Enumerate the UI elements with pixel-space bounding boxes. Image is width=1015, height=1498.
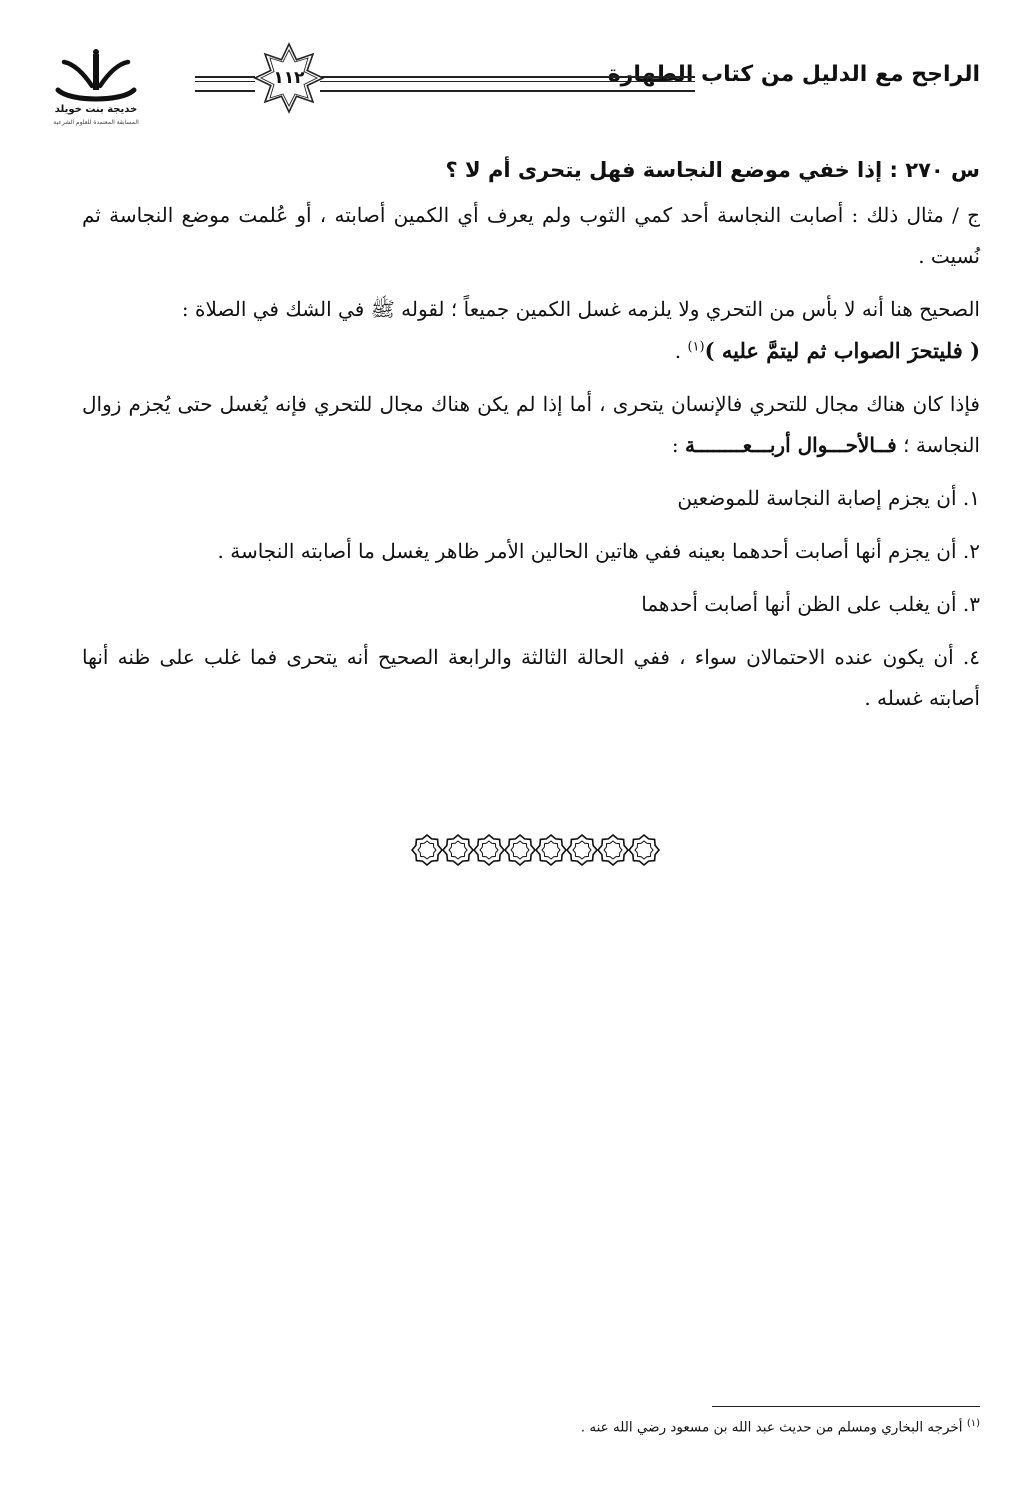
publisher-name: خديجة بنت خويلد — [54, 104, 138, 115]
footnote-reference: (١) — [687, 339, 705, 355]
hadith-quote: ( فليتحرَ الصواب ثم ليتمَّ عليه ) — [704, 338, 980, 363]
publisher-logo — [50, 46, 142, 132]
cases-list — [82, 478, 980, 719]
condition-text: فإذا كان هناك مجال للتحري فالإنسان يتحرى ، أما إذا لم يكن هناك مجال للتحري فإنه يُغسل حتى يُجزم زوال النجاسة ؛ — [82, 392, 980, 457]
book-title: الراجح مع الدليل من كتاب الطهارة — [607, 62, 980, 87]
list-item: ٤. أن يكون عنده الاحتمالان سواء ، ففي الحالة الثالثة والرابعة الصحيح أنه يتحرى فما غلب على ظنه أنها أصابته غسله . — [82, 645, 980, 710]
eight-point-star-icon — [443, 835, 473, 865]
ornament-separator — [411, 833, 661, 867]
publisher-tagline: المسابقة المعتمدة للعلوم الشرعية — [53, 119, 139, 126]
book-stand-icon — [50, 46, 142, 104]
hadith-end: . — [674, 339, 688, 363]
header-rule-left — [195, 76, 255, 92]
eight-point-star-icon — [567, 835, 597, 865]
page-number: ١١٢ — [273, 68, 305, 88]
eight-point-star-icon — [505, 835, 535, 865]
header-rule-right — [320, 76, 695, 92]
eight-point-star-icon — [474, 835, 504, 865]
correct-view-text: الصحيح هنا أنه لا بأس من التحري ولا يلزمه غسل الكمين جميعاً ؛ لقوله ﷺ في الشك في الصلاة : — [181, 297, 980, 321]
list-item: ٣. أن يغلب على الظن أنها أصابت أحدهما — [641, 592, 980, 616]
condition-paragraph — [82, 384, 980, 466]
eight-point-star-icon — [412, 835, 442, 865]
list-item: ٢. أن يجزم أنها أصابت أحدهما بعينه ففي هاتين الحالين الأمر ظاهر يغسل ما أصابته النجاسة . — [217, 539, 980, 563]
correct-view-paragraph — [82, 289, 980, 372]
footnote — [581, 1418, 980, 1436]
page-body — [82, 150, 980, 731]
page-number-badge — [253, 42, 325, 114]
page-header — [50, 40, 980, 135]
footnote-number: (١) — [966, 1418, 980, 1429]
footnote-text: أخرجه البخاري ومسلم من حديث عبد الله بن مسعود رضي الله عنه . — [580, 1419, 963, 1436]
list-item: ١. أن يجزم إصابة النجاسة للموضعين — [677, 486, 980, 510]
eight-point-star-icon — [598, 835, 628, 865]
footnote-rule — [712, 1406, 980, 1407]
answer-intro: ج / مثال ذلك : أصابت النجاسة أحد كمي الثوب ولم يعرف أي الكمين أصابته ، أو عُلمت موضع النجاسة ثم نُسيت . — [82, 203, 980, 268]
eight-point-star-icon — [536, 835, 566, 865]
cases-heading-end: : — [671, 433, 686, 457]
question-heading: س ٢٧٠ : إذا خفي موضع النجاسة فهل يتحرى أم لا ؟ — [445, 158, 980, 182]
cases-heading: فــالأحـــوال أربـــعــــــــة — [685, 433, 897, 457]
eight-point-star-icon — [629, 835, 659, 865]
